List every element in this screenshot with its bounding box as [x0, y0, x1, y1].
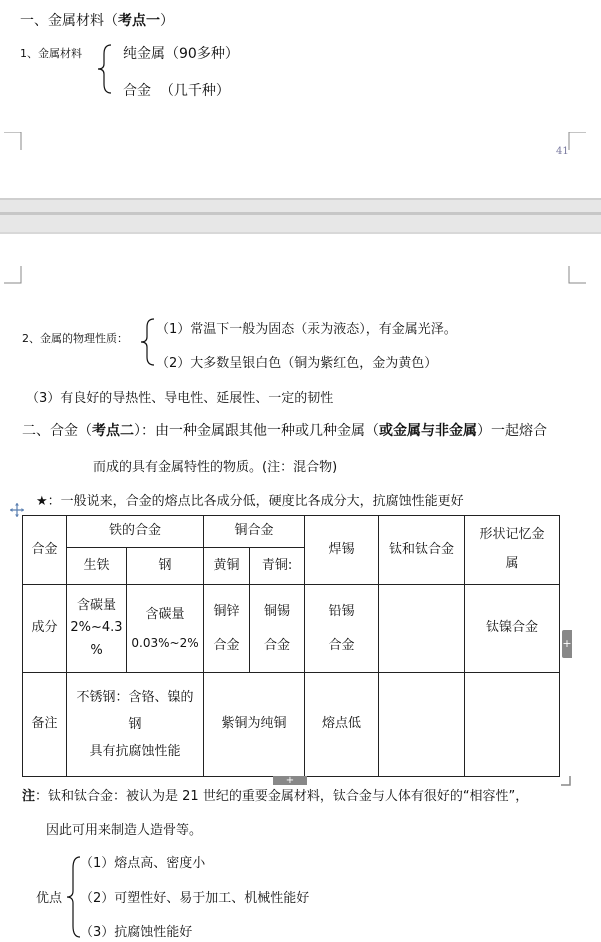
- table-cell: 黄铜: [204, 548, 250, 585]
- table-cell: 生铁: [67, 548, 127, 585]
- property-1: （1）常温下一般为固态（汞为液态），有金属光泽。: [156, 322, 457, 337]
- table-cell: 合金: [23, 516, 67, 585]
- table-cell: 钛和钛合金: [379, 516, 465, 585]
- table-cell: 含碳量 0.03%~2%: [127, 585, 204, 673]
- page-separator: [0, 198, 601, 234]
- add-row-icon[interactable]: +: [273, 776, 307, 785]
- table-cell: 形状记忆金属: [465, 516, 560, 585]
- advantage-3: （3）抗腐蚀性能好: [80, 925, 193, 940]
- crop-mark-icon: [4, 266, 22, 284]
- branch-pure-metal: 纯金属（90多种）: [123, 46, 239, 62]
- table-cell: 熔点低: [305, 673, 379, 777]
- property-3: （3）有良好的导热性、导电性、延展性、一定的韧性: [26, 391, 334, 406]
- curly-brace-icon: [96, 44, 114, 94]
- table-cell: 铅锡 合金: [305, 585, 379, 673]
- table-cell: 焊锡: [305, 516, 379, 585]
- table-cell: 备注: [23, 673, 67, 777]
- property-2: （2）大多数呈银白色（铜为紫红色，金为黄色）: [156, 356, 438, 371]
- table-row: [23, 673, 560, 777]
- advantage-1: （1）熔点高、密度小: [80, 856, 206, 871]
- resize-handle-icon[interactable]: [561, 776, 571, 786]
- table-cell: 紫铜为纯铜: [204, 673, 305, 777]
- alloy-definition-continued: 而成的具有金属特性的物质。(注：混合物): [93, 460, 338, 475]
- table-cell: 不锈钢：含铬、镍的 钢 具有抗腐蚀性能: [67, 673, 204, 777]
- advantages-label: 优点: [36, 891, 63, 906]
- titanium-note-continued: 因此可用来制造人造骨等。: [46, 823, 203, 838]
- curly-brace-icon: [140, 318, 156, 366]
- section-heading-alloy: 二、合金（考点二）：由一种金属跟其他一种或几种金属（或金属与非金属）一起熔合: [22, 423, 547, 439]
- table-header-row: [23, 516, 560, 548]
- table-cell: [465, 673, 560, 777]
- star-note: ★：一般说来，合金的熔点比各成分低，硬度比各成分大，抗腐蚀性能更好: [36, 494, 464, 509]
- crop-mark-icon: [568, 266, 586, 284]
- add-column-icon[interactable]: +: [562, 630, 572, 658]
- crop-mark-icon: [4, 132, 22, 150]
- table-cell: 铜合金: [204, 516, 305, 548]
- titanium-note: 注：钛和钛合金：被认为是 21 世纪的重要金属材料，钛合金与人体有很好的“相容性”，: [22, 789, 529, 804]
- table-cell: 含碳量 2%~4.3 %: [67, 585, 127, 673]
- page-number: 41: [556, 146, 569, 157]
- section-heading-metal-materials: 一、金属材料（考点一）: [20, 13, 174, 29]
- advantage-2: （2）可塑性好、易于加工、机械性能好: [80, 891, 310, 906]
- table-cell: 铜锡 合金: [250, 585, 305, 673]
- table-cell: 钛镍合金: [465, 585, 560, 673]
- item-label-metal-materials: 1、金属材料: [20, 47, 82, 60]
- table-row: [23, 585, 560, 673]
- branch-alloy: 合金 （几千种）: [123, 83, 230, 99]
- table-cell: 铜锌 合金: [204, 585, 250, 673]
- table-cell: [379, 673, 465, 777]
- physical-properties-label: 2、金属的物理性质：: [22, 332, 128, 345]
- table-cell: 钢: [127, 548, 204, 585]
- table-cell: 青铜:: [250, 548, 305, 585]
- table-cell: 铁的合金: [67, 516, 204, 548]
- table-cell: 成分: [23, 585, 67, 673]
- crop-mark-icon: [568, 132, 586, 150]
- table-cell: [379, 585, 465, 673]
- alloy-table: [22, 515, 560, 777]
